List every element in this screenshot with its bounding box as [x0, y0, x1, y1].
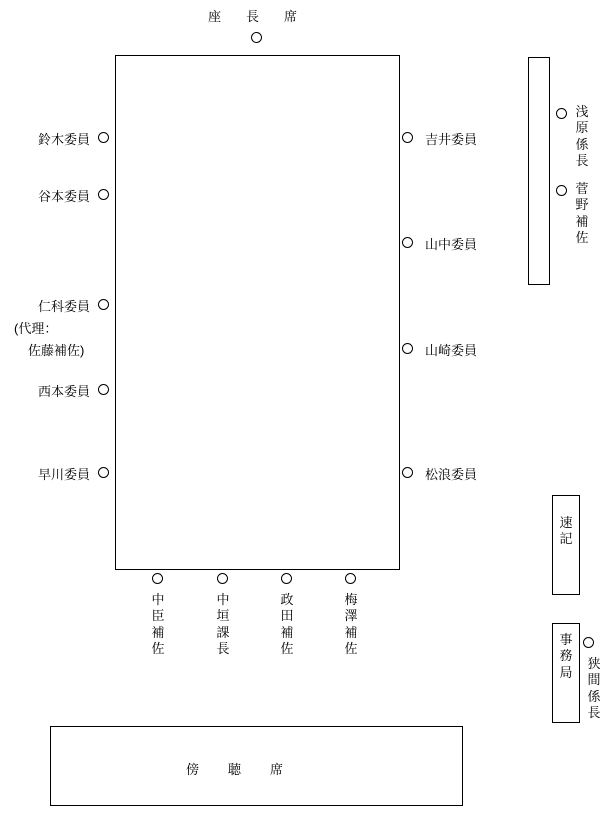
seat-label-bottom-2-text: 中 垣 課 長: [216, 592, 230, 656]
seat-label-bottom-4: [337, 592, 365, 657]
main-table: [115, 55, 400, 570]
seat-label-secretariat-text: 狭 間 係 長: [587, 656, 601, 720]
seat-label-right-4: 松浪委員: [425, 467, 478, 482]
seat-label-bottom-3-text: 政 田 補 佐: [280, 592, 294, 656]
chair-seat-label: 座 長 席: [208, 9, 304, 24]
seat-label-right-2: 山中委員: [425, 237, 478, 252]
seat-marker-left-3: [98, 299, 109, 310]
seat-label-bottom-3: [273, 592, 301, 657]
seat-label-secretariat: [580, 656, 608, 721]
seat-label-left-5: 早川委員: [37, 467, 90, 482]
gallery-label: 傍 聴 席: [186, 762, 292, 777]
seat-marker-left-1: [98, 132, 109, 143]
seat-marker-bottom-1: [152, 573, 163, 584]
shorthand-desk-label-text: 速 記: [559, 515, 573, 547]
seat-label-staff-2: [568, 181, 596, 246]
seat-marker-secretariat: [583, 637, 594, 648]
seat-label-left-4: 西本委員: [37, 384, 90, 399]
seat-label-left-3-note-line2: 佐藤補佐): [28, 343, 85, 358]
seat-marker-left-5: [98, 467, 109, 478]
seat-label-bottom-1: [144, 592, 172, 657]
seat-marker-left-2: [98, 189, 109, 200]
staff-table-right: [528, 57, 550, 285]
seat-marker-staff-2: [556, 185, 567, 196]
seat-label-staff-1: [568, 104, 596, 169]
seat-marker-bottom-2: [217, 573, 228, 584]
seat-marker-left-4: [98, 384, 109, 395]
seat-label-left-1: 鈴木委員: [37, 132, 90, 147]
seat-label-left-3-note-line1: (代理：: [14, 321, 58, 336]
seat-label-bottom-4-text: 梅 澤 補 佐: [344, 592, 358, 656]
seat-label-right-3: 山崎委員: [425, 343, 478, 358]
seat-label-left-2: 谷本委員: [37, 189, 90, 204]
seat-marker-staff-1: [556, 108, 567, 119]
seat-marker-bottom-3: [281, 573, 292, 584]
seat-marker-bottom-4: [345, 573, 356, 584]
seat-label-bottom-1-text: 中 臣 補 佐: [151, 592, 165, 656]
seat-marker-right-2: [402, 237, 413, 248]
seat-marker-right-4: [402, 467, 413, 478]
seat-marker-right-1: [402, 132, 413, 143]
secretariat-desk-label-text: 事 務 局: [559, 632, 573, 680]
shorthand-desk-label: [552, 515, 580, 548]
chair-seat-marker: [251, 32, 262, 43]
seat-label-bottom-2: [209, 592, 237, 657]
seat-marker-right-3: [402, 343, 413, 354]
seat-label-staff-1-text: 浅 原 係 長: [575, 104, 589, 168]
seat-label-left-3: 仁科委員: [37, 299, 90, 314]
seat-label-staff-2-text: 菅 野 補 佐: [575, 181, 589, 245]
seat-label-right-1: 吉井委員: [425, 132, 478, 147]
secretariat-desk-label: [552, 632, 580, 681]
